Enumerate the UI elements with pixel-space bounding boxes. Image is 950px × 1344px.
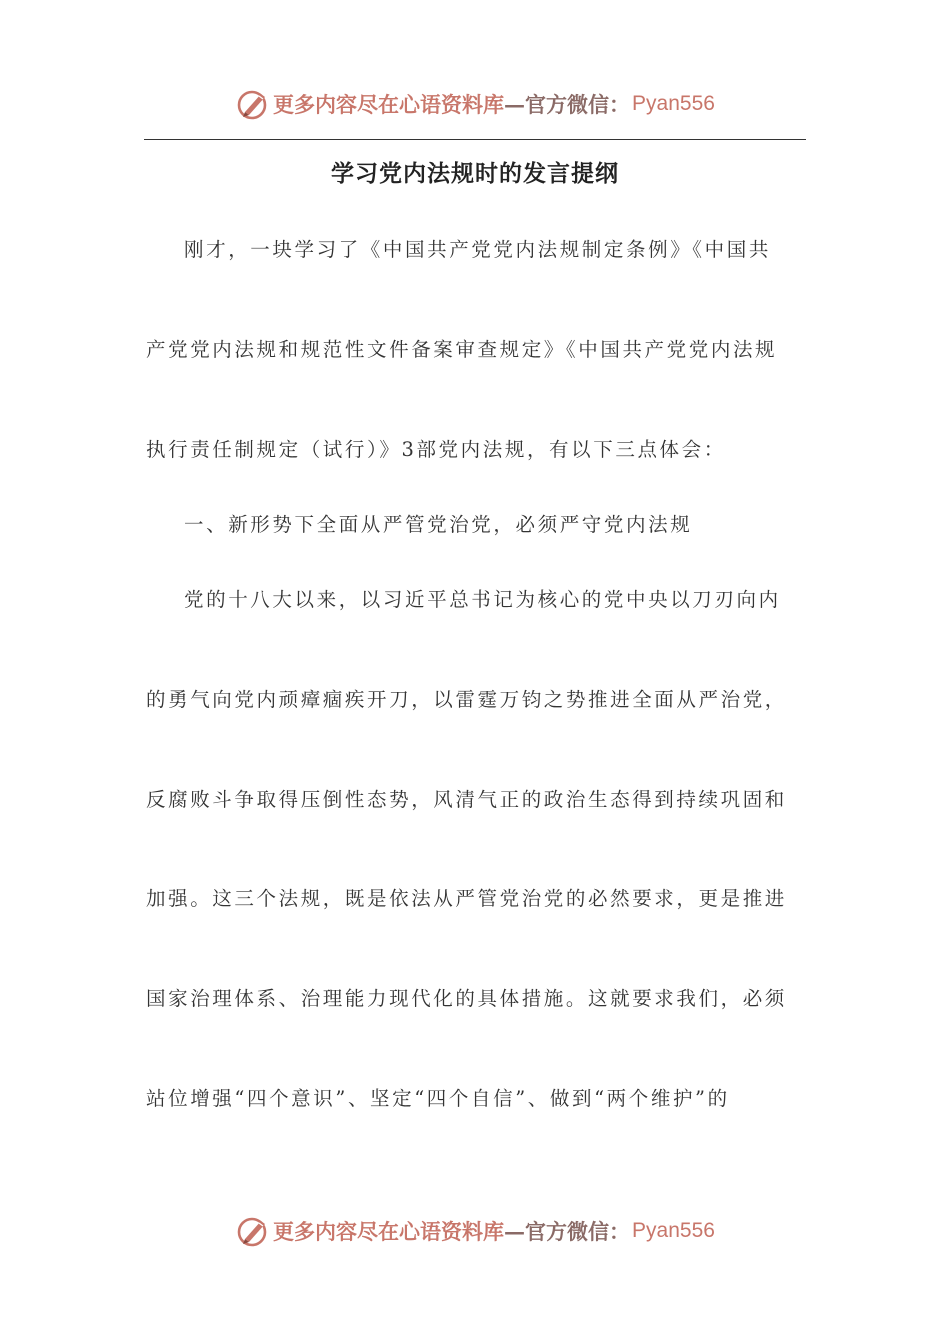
header-brand [0,84,950,124]
text-line: 产党党内法规和规范性文件备案审查规定》《中国共产党党内法规 [146,338,778,361]
text-line: 党的十八大以来，以习近平总书记为核心的党中央以刀刃向内 [184,588,781,611]
brand-text: 更多内容尽在心语资料库 [273,92,505,117]
footer-brand [0,1211,950,1251]
text-line: 国家治理体系、治理能力现代化的具体措施。这就要求我们，必须 [146,987,787,1010]
brand-dash: — [504,91,526,117]
brand-wechat-label: 官方微信： [525,1219,631,1244]
pen-logo-icon [235,86,271,122]
text-line: 刚才，一块学习了《中国共产党党内法规制定条例》《中国共 [184,238,771,261]
text-line: 反腐败斗争取得压倒性态势，风清气正的政治生态得到持续巩固和 [146,788,787,811]
pen-logo-icon [235,1213,271,1249]
brand-wechat-label: 官方微信： [525,92,631,117]
text-line: 执行责任制规定（试行）》3部党内法规，有以下三点体会： [146,438,726,461]
text-line: 的勇气向党内顽瘴痼疾开刀，以雷霆万钧之势推进全面从严治党， [146,688,787,711]
section-heading: 一、新形势下全面从严管党治党，必须严守党内法规 [184,513,693,536]
header-divider [144,139,806,140]
text-line: 加强。这三个法规，既是依法从严管党治党的必然要求，更是推进 [146,887,787,910]
text-line: 站位增强“四个意识”、坚定“四个自信”、做到“两个维护”的 [146,1087,730,1110]
brand-text: 更多内容尽在心语资料库 [273,1219,505,1244]
brand-dash: — [504,1218,526,1244]
brand-wechat-id: Pyan556 [632,1219,715,1242]
brand-wechat-id: Pyan556 [632,92,715,115]
document-title: 学习党内法规时的发言提纲 [331,160,619,187]
